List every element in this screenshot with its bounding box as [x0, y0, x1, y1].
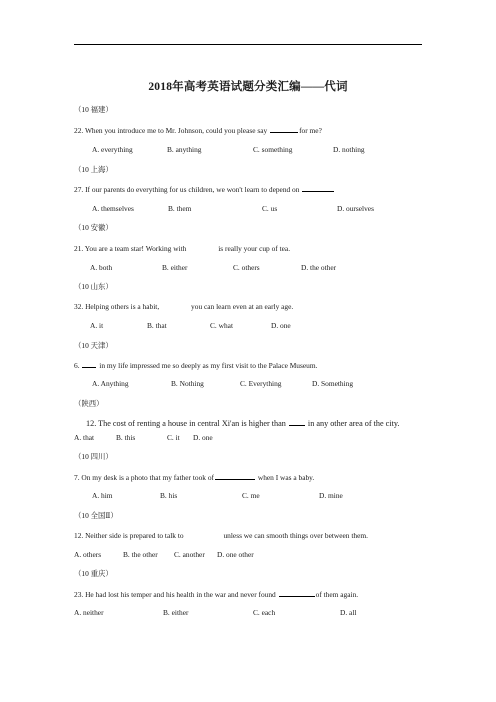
question-source: （陕西）: [74, 399, 104, 408]
page-title: 2018年高考英语试题分类汇编——代词: [148, 81, 348, 93]
option-a: A. both: [90, 263, 113, 272]
option-b: B. Nothing: [171, 379, 204, 388]
stem-text: 12. The cost of renting a house in central Xi'an is higher than: [86, 419, 286, 428]
stem-text: when I was a baby.: [257, 473, 315, 482]
question-stem: [74, 530, 368, 540]
option-c: C. another: [174, 550, 205, 559]
question-source: （10 山东）: [74, 282, 113, 291]
answer-blank: [279, 589, 315, 597]
header-rule: [74, 44, 422, 45]
option-a: A. everything: [92, 145, 133, 154]
question-source: （10 重庆）: [74, 569, 113, 578]
option-b: B. this: [116, 433, 136, 442]
option-c: C. me: [242, 491, 260, 500]
option-b: B. them: [168, 204, 192, 213]
answer-blank: [302, 184, 334, 192]
option-d: D. one other: [217, 550, 254, 559]
option-d: D. ourselves: [337, 204, 374, 213]
question-source: （10 全国Ⅱ）: [74, 511, 118, 520]
answer-blank: [186, 530, 222, 538]
option-b: B. that: [147, 321, 167, 330]
option-b: B. either: [163, 608, 189, 617]
stem-text: is really your cup of tea.: [218, 244, 291, 253]
option-a: A. themselves: [92, 204, 134, 213]
option-a: A. Anything: [92, 379, 129, 388]
answer-blank: [82, 360, 96, 368]
question-source: （10 四川）: [74, 452, 113, 461]
answer-blank: [189, 243, 217, 251]
question-stem: [86, 418, 399, 428]
stem-text: 21. You are a team star! Working with: [74, 244, 187, 253]
answer-blank: [162, 301, 190, 309]
option-c: C. each: [253, 608, 276, 617]
stem-text: 7. On my desk is a photo that my father took of: [74, 473, 214, 482]
stem-text: 27. If our parents do everything for us children, we won't learn to depend on: [74, 185, 300, 194]
stem-text: 12. Neither side is prepared to talk to: [74, 531, 184, 540]
question-source: （10 天津）: [74, 341, 113, 350]
answer-blank: [215, 472, 255, 480]
question-source: （10 安徽）: [74, 223, 113, 232]
answer-blank: [289, 418, 305, 426]
stem-text: in any other area of the city.: [307, 419, 400, 428]
option-b: B. the other: [123, 550, 158, 559]
stem-text: unless we can smooth things over between them.: [223, 531, 368, 540]
option-d: D. nothing: [333, 145, 365, 154]
option-d: D. one: [193, 433, 213, 442]
option-c: C. Everything: [240, 379, 282, 388]
option-d: D. one: [271, 321, 291, 330]
option-d: D. mine: [319, 491, 343, 500]
option-a: A. that: [74, 433, 95, 442]
stem-text: 6.: [74, 361, 80, 370]
option-a: A. it: [90, 321, 104, 330]
option-b: B. anything: [167, 145, 202, 154]
option-d: D. the other: [301, 263, 337, 272]
question-stem: [74, 243, 290, 253]
option-c: C. us: [262, 204, 278, 213]
option-b: B. either: [162, 263, 188, 272]
question-stem: [74, 125, 322, 135]
stem-text: 32. Helping others is a habit,: [74, 302, 160, 311]
stem-text: of them again.: [315, 590, 359, 599]
option-c: C. it: [167, 433, 180, 442]
option-a: A. neither: [74, 608, 104, 617]
question-stem: [74, 589, 358, 599]
stem-text: you can learn even at an early age.: [191, 302, 294, 311]
option-d: D. all: [340, 608, 357, 617]
option-d: D. Something: [312, 379, 354, 388]
stem-text: for me?: [299, 126, 322, 135]
option-a: A. others: [74, 550, 102, 559]
stem-text: 23. He had lost his temper and his health in the war and never found: [74, 590, 276, 599]
question-source: （10 上海）: [74, 165, 113, 174]
stem-text: 22. When you introduce me to Mr. Johnson, could you please say: [74, 126, 268, 135]
option-a: A. him: [92, 491, 113, 500]
question-source: （10 福建）: [74, 105, 113, 114]
question-stem: [74, 184, 335, 194]
answer-blank: [270, 125, 298, 133]
question-stem: [74, 360, 317, 370]
option-c: C. something: [253, 145, 293, 154]
option-b: B. his: [160, 491, 178, 500]
question-stem: [74, 301, 293, 311]
question-stem: [74, 472, 314, 482]
stem-text: in my life impressed me so deeply as my first visit to the Palace Museum.: [99, 361, 318, 370]
option-c: C. what: [210, 321, 233, 330]
option-c: C. others: [233, 263, 260, 272]
